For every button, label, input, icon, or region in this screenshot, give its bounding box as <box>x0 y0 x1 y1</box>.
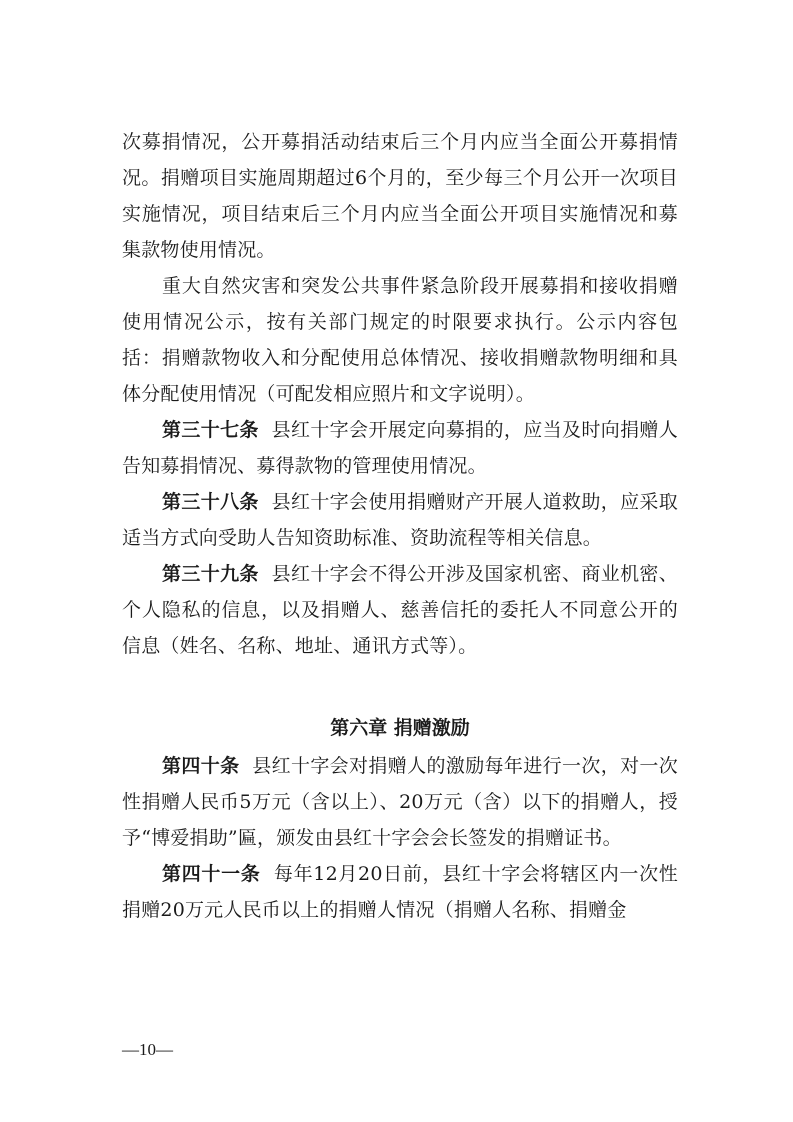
article-37 <box>122 412 678 484</box>
paragraph-continuation <box>122 124 678 268</box>
article-40 <box>122 748 678 856</box>
article-number: 第四十一条 <box>162 863 261 885</box>
article-number: 第三十九条 <box>162 563 259 585</box>
article-39 <box>122 556 678 664</box>
article-41 <box>122 856 678 928</box>
article-number: 第四十条 <box>162 755 240 777</box>
paragraph-text: 次募捐情况，公开募捐活动结束后三个月内应当全面公开募捐情况。捐赠项目实施周期超过6个月的，至少每三个月公开一次项目实施情况，项目结束后三个月内应当全面公开项目实施情况和募集款物使用情况。 <box>122 131 678 261</box>
article-number: 第三十八条 <box>162 491 259 513</box>
article-text: 县红十字会开展定向募捐的，应当及时向捐赠人告知募捐情况、募得款物的管理使用情况。 <box>122 419 678 477</box>
article-number: 第三十七条 <box>162 419 259 441</box>
page-content <box>122 124 678 928</box>
chapter-title: 第六章 捐赠激励 <box>330 717 470 739</box>
article-text: 县红十字会对捐赠人的激励每年进行一次，对一次性捐赠人民币5万元（含以上）、20万元（含）以下的捐赠人，授予“博爱捐助”匾，颁发由县红十字会会长签发的捐赠证书。 <box>122 755 678 849</box>
article-38 <box>122 484 678 556</box>
page-number: —10— <box>122 1040 173 1059</box>
paragraph-text: 重大自然灾害和突发公共事件紧急阶段开展募捐和接收捐赠使用情况公示，按有关部门规定的时限要求执行。公示内容包括：捐赠款物收入和分配使用总体情况、接收捐赠款物明细和具体分配使用情况（可配发相应照片和文字说明）。 <box>122 275 678 405</box>
article-text: 每年12月20日前，县红十字会将辖区内一次性捐赠20万元人民币以上的捐赠人情况（捐赠人名称、捐赠金 <box>122 863 678 921</box>
article-text: 县红十字会不得公开涉及国家机密、商业机密、个人隐私的信息，以及捐赠人、慈善信托的委托人不同意公开的信息（姓名、名称、地址、通讯方式等）。 <box>122 563 678 657</box>
paragraph-disaster-disclosure <box>122 268 678 412</box>
article-text: 县红十字会使用捐赠财产开展人道救助，应采取适当方式向受助人告知资助标准、资助流程等相关信息。 <box>122 491 678 549</box>
